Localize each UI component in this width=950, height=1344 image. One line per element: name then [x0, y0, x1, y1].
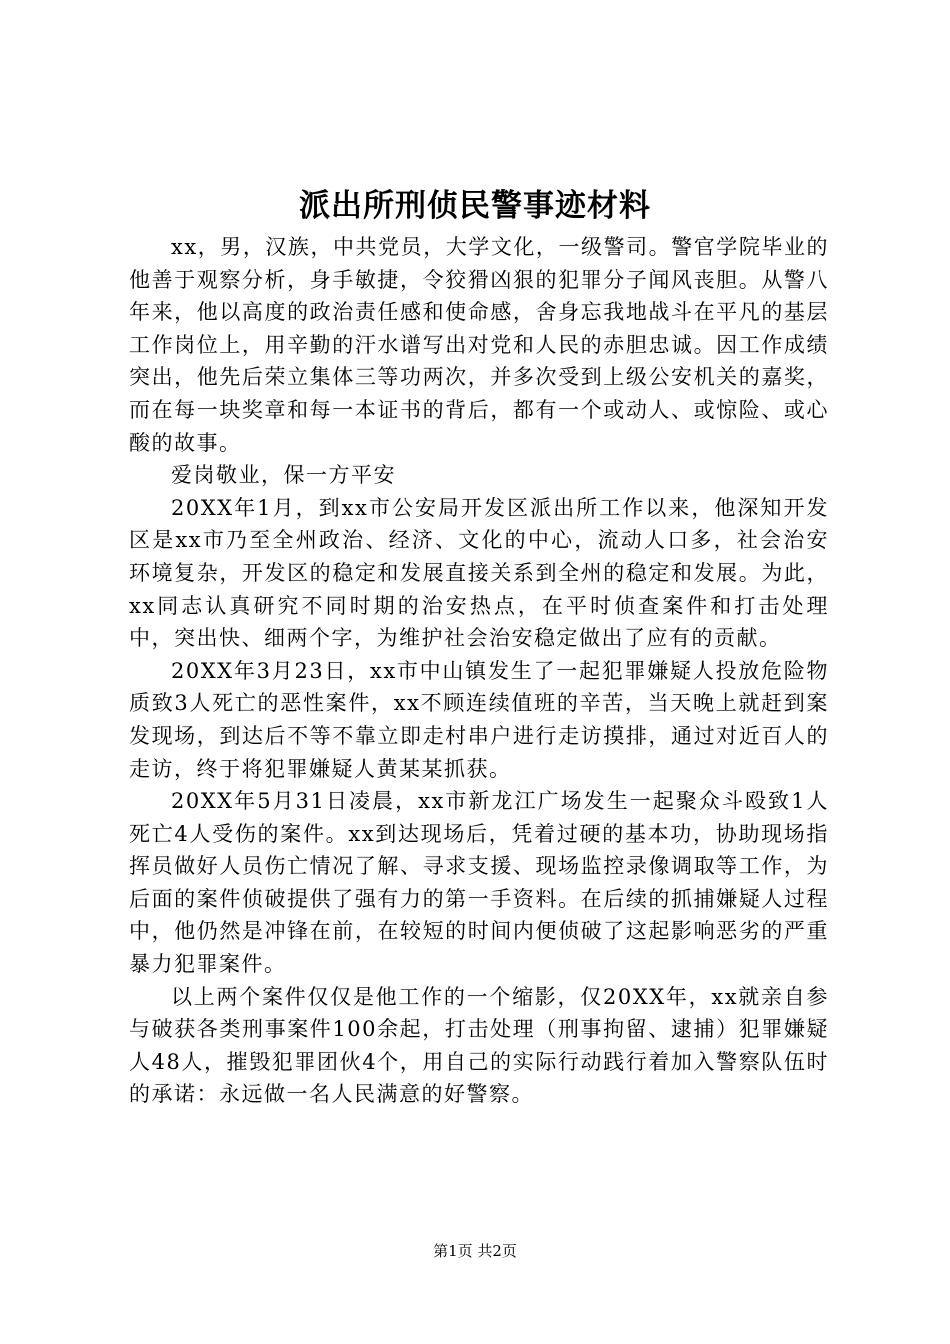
- paragraph-case-may: 20XX年5月31日凌晨，xx市新龙江广场发生一起聚众斗殴致1人死亡4人受伤的案件。xx到达现场后，凭着过硬的基本功，协助现场指挥员做好人员伤亡情况了解、寻求支援、现场监控录像调取等工作，为后面的案件侦破提供了强有力的第一手资料。在后续的抓捕嫌疑人过程中，他仍然是冲锋在前，在较短的时间内便侦破了这起影响恶劣的严重暴力犯罪案件。: [129, 789, 829, 977]
- paragraph-summary: 以上两个案件仅仅是他工作的一个缩影，仅20XX年，xx就亲自参与破获各类刑事案件100余起，打击处理（刑事拘留、逮捕）犯罪嫌疑人48人，摧毁犯罪团伙4个，用自己的实际行动践行着加入警察队伍时的承诺：永远做一名人民满意的好警察。: [129, 984, 829, 1107]
- paragraph-intro: xx，男，汉族，中共党员，大学文化，一级警司。警官学院毕业的他善于观察分析，身手敏捷，令狡猾凶狠的犯罪分子闻风丧胆。从警八年来，他以高度的政治责任感和使命感，舍身忘我地战斗在平凡的基层工作岗位上，用辛勤的汗水谱写出对党和人民的赤胆忠诚。因工作成绩突出，他先后荣立集体三等功两次，并多次受到上级公安机关的嘉奖，而在每一块奖章和每一本证书的背后，都有一个或动人、或惊险、或心酸的故事。: [129, 235, 829, 455]
- document-title: 派出所刑侦民警事迹材料: [299, 188, 651, 224]
- document-body: [129, 231, 829, 1111]
- section-heading: 爱岗敬业，保一方平安: [171, 463, 396, 488]
- paragraph-case-march: 20XX年3月23日，xx市中山镇发生了一起犯罪嫌疑人投放危险物质致3人死亡的恶性案件，xx不顾连续值班的辛苦，当天晚上就赶到案发现场，到达后不等不靠立即走村串户进行走访摸排，通过对近百人的走访，终于将犯罪嫌疑人黄某某抓获。: [129, 658, 829, 781]
- page-number-footer: 第1页 共2页: [433, 1242, 517, 1260]
- paragraph-work-history: 20XX年1月，到xx市公安局开发区派出所工作以来，他深知开发区是xx市乃至全州政治、经济、文化的中心，流动人口多，社会治安环境复杂，开发区的稳定和发展直接关系到全州的稳定和发展。为此，xx同志认真研究不同时期的治安热点，在平时侦查案件和打击处理中，突出快、细两个字，为维护社会治安稳定做出了应有的贡献。: [129, 495, 829, 651]
